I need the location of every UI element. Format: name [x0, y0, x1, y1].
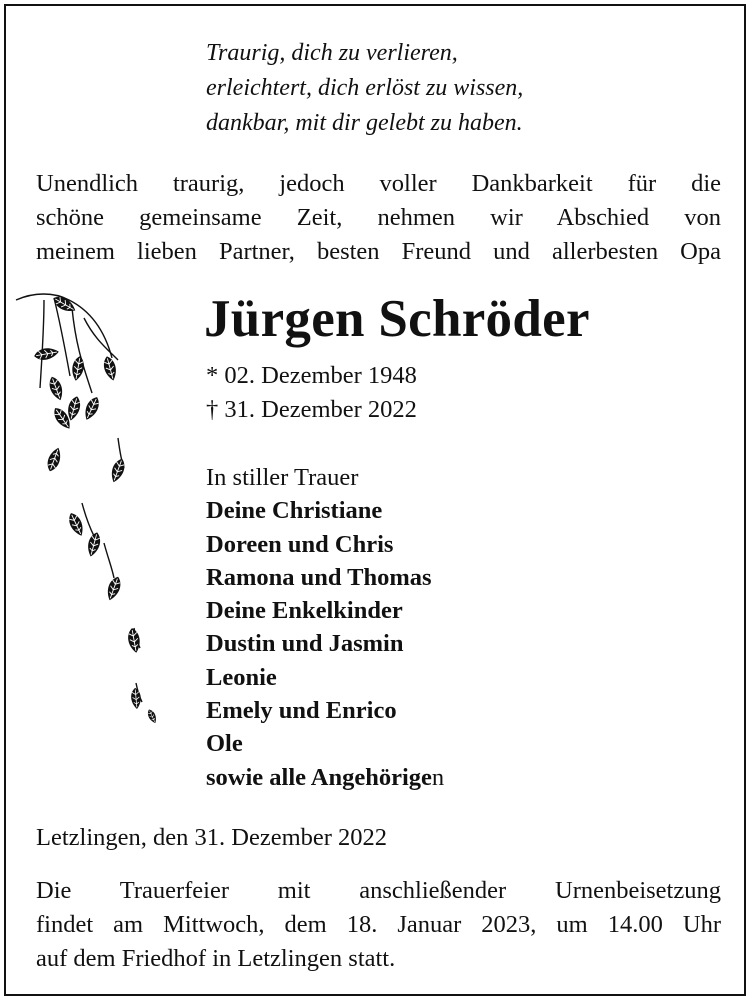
mourner-name: Ramona und Thomas — [206, 563, 432, 591]
poem — [206, 36, 726, 141]
mourners-intro: In stiller Trauer — [206, 464, 359, 491]
mourner-name: Deine Christiane — [206, 497, 383, 525]
mourner-name: Leonie — [206, 663, 277, 691]
ceremony-line: Die Trauerfeier mit anschließender Urnenbeisetzung — [36, 877, 721, 904]
mourner-name: Ole — [206, 730, 243, 758]
mourner-name: Dustin und Jasmin — [206, 630, 404, 658]
mourner-name: Doreen und Chris — [206, 530, 394, 558]
deceased-name: Jürgen Schröder — [204, 290, 590, 348]
intro-line: Unendlich traurig, jedoch voller Dankbarkeit für die — [36, 170, 721, 197]
mourner-name: Deine Enkelkinder — [206, 597, 403, 625]
mourners-closing — [206, 761, 444, 794]
obituary-frame — [4, 4, 746, 996]
mourners-closing-tail: n — [431, 763, 445, 791]
death-date: † 31. Dezember 2022 — [206, 396, 417, 423]
place-date: Letzlingen, den 31. Dezember 2022 — [36, 824, 388, 851]
ceremony-line: findet am Mittwoch, dem 18. Januar 2023, um 14.00 Uhr — [36, 911, 721, 938]
poem-line: erleichtert, dich erlöst zu wissen, — [206, 75, 524, 101]
ceremony-line: auf dem Friedhof in Letzlingen statt. — [36, 945, 396, 972]
ceremony-text — [36, 874, 721, 976]
intro-line: meinem lieben Partner, besten Freund und allerbesten Opa — [36, 238, 721, 265]
mourner-name: Emely und Enrico — [206, 697, 397, 725]
birch-branch-icon — [14, 288, 194, 748]
poem-line: dankbar, mit dir gelebt zu haben. — [206, 110, 523, 136]
mourners-list — [206, 461, 444, 794]
poem-line: Traurig, dich zu verlieren, — [206, 40, 458, 66]
life-dates — [206, 359, 417, 427]
intro-text — [36, 167, 721, 269]
mourners-closing-bold: sowie alle Angehörige — [206, 763, 432, 791]
birth-date: * 02. Dezember 1948 — [206, 362, 417, 389]
intro-line: schöne gemeinsame Zeit, nehmen wir Abschied von — [36, 204, 721, 231]
